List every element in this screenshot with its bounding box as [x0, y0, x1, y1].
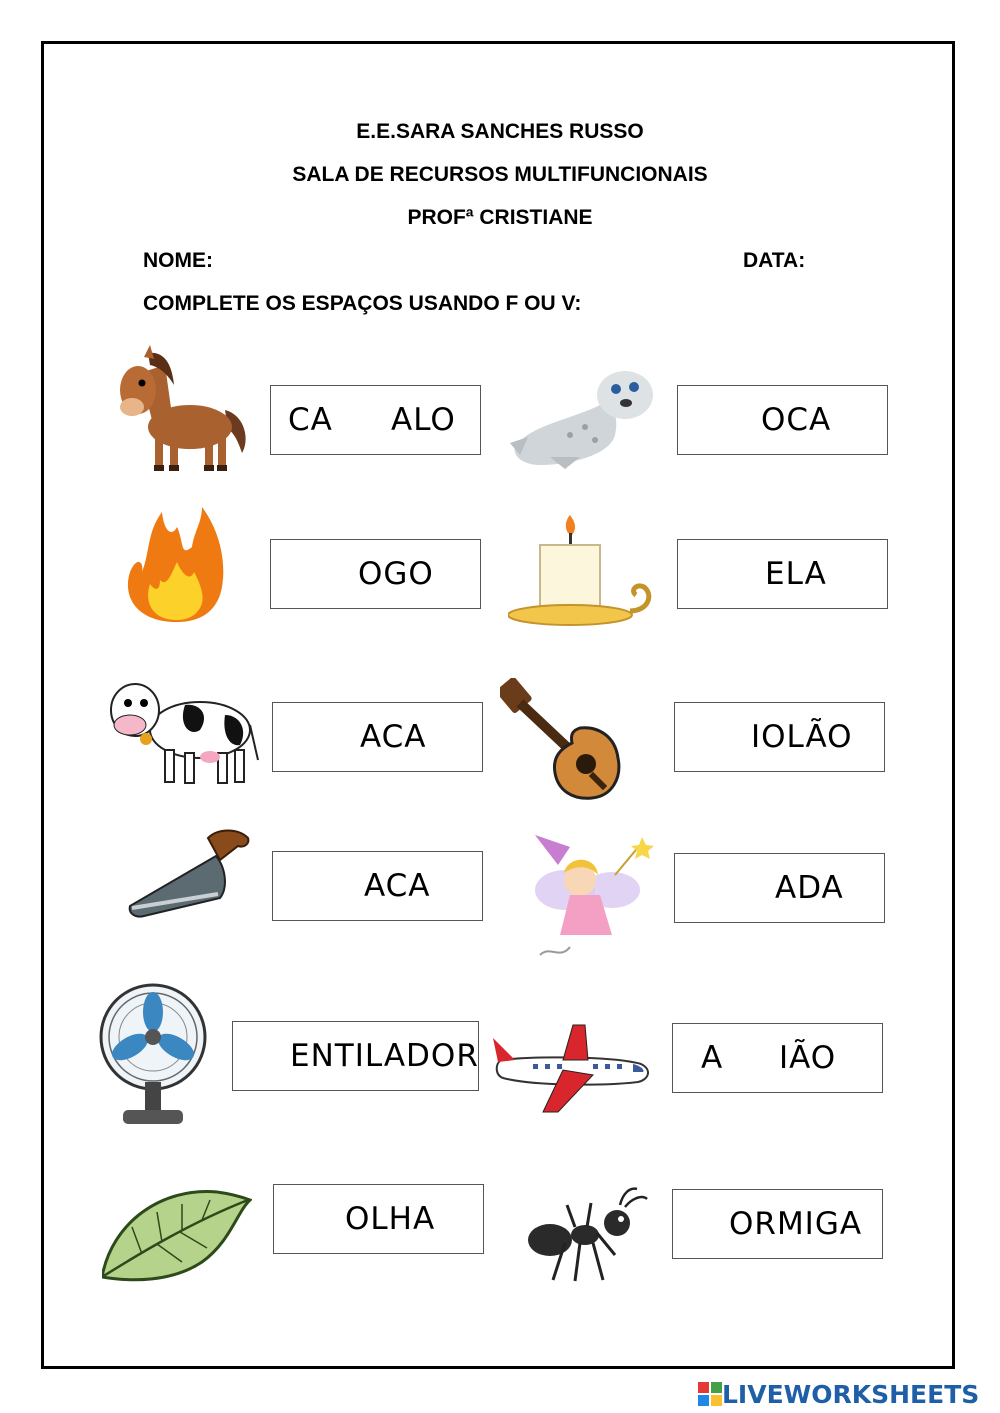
word-start: CA: [288, 402, 333, 438]
answer-box[interactable]: [677, 539, 888, 609]
knife-icon: [128, 828, 253, 920]
instruction: COMPLETE OS ESPAÇOS USANDO F OU V:: [143, 292, 582, 315]
liveworksheets-logo-icon: [698, 1382, 722, 1406]
word-end: ACA: [360, 719, 427, 755]
word-start: A: [701, 1040, 724, 1076]
cow-icon: [100, 675, 260, 790]
word-end: OLHA: [345, 1201, 436, 1237]
guitar-icon: [500, 678, 642, 803]
word-end: ORMIGA: [729, 1206, 863, 1242]
word-end: ENTILADOR: [290, 1038, 479, 1074]
answer-box[interactable]: [270, 539, 481, 609]
airplane-icon: [493, 1020, 653, 1115]
answer-box[interactable]: [674, 702, 885, 772]
word-end: ACA: [364, 868, 431, 904]
horse-icon: [110, 345, 255, 475]
seal-icon: [510, 365, 660, 470]
candle-icon: [508, 515, 658, 630]
answer-box[interactable]: [272, 702, 483, 772]
liveworksheets-logo: [698, 1378, 979, 1410]
word-end: ALO: [391, 402, 456, 438]
brand-text: LIVEWORKSHEETS: [722, 1379, 980, 1409]
word-end: OGO: [358, 556, 434, 592]
school-name: E.E.SARA SANCHES RUSSO: [356, 120, 644, 143]
answer-box[interactable]: [270, 385, 481, 455]
leaf-icon: [102, 1182, 252, 1287]
date-label: DATA:: [743, 249, 806, 272]
answer-box[interactable]: [232, 1021, 479, 1091]
fan-icon: [98, 982, 208, 1132]
answer-box[interactable]: [273, 1184, 484, 1254]
answer-box[interactable]: [272, 851, 483, 921]
word-end: ELA: [765, 556, 827, 592]
teacher-name: PROFª CRISTIANE: [407, 206, 593, 229]
answer-box[interactable]: [672, 1189, 883, 1259]
room-name: SALA DE RECURSOS MULTIFUNCIONAIS: [292, 163, 708, 186]
word-end: ADA: [775, 870, 844, 906]
answer-box[interactable]: [674, 853, 885, 923]
word-end: OCA: [761, 402, 832, 438]
answer-box[interactable]: [672, 1023, 883, 1093]
answer-box[interactable]: [677, 385, 888, 455]
name-label: NOME:: [143, 249, 213, 272]
word-end: IÃO: [779, 1040, 837, 1076]
word-end: IOLÃO: [751, 719, 853, 755]
ant-icon: [525, 1185, 650, 1285]
fairy-icon: [520, 835, 660, 970]
fire-icon: [122, 502, 232, 627]
